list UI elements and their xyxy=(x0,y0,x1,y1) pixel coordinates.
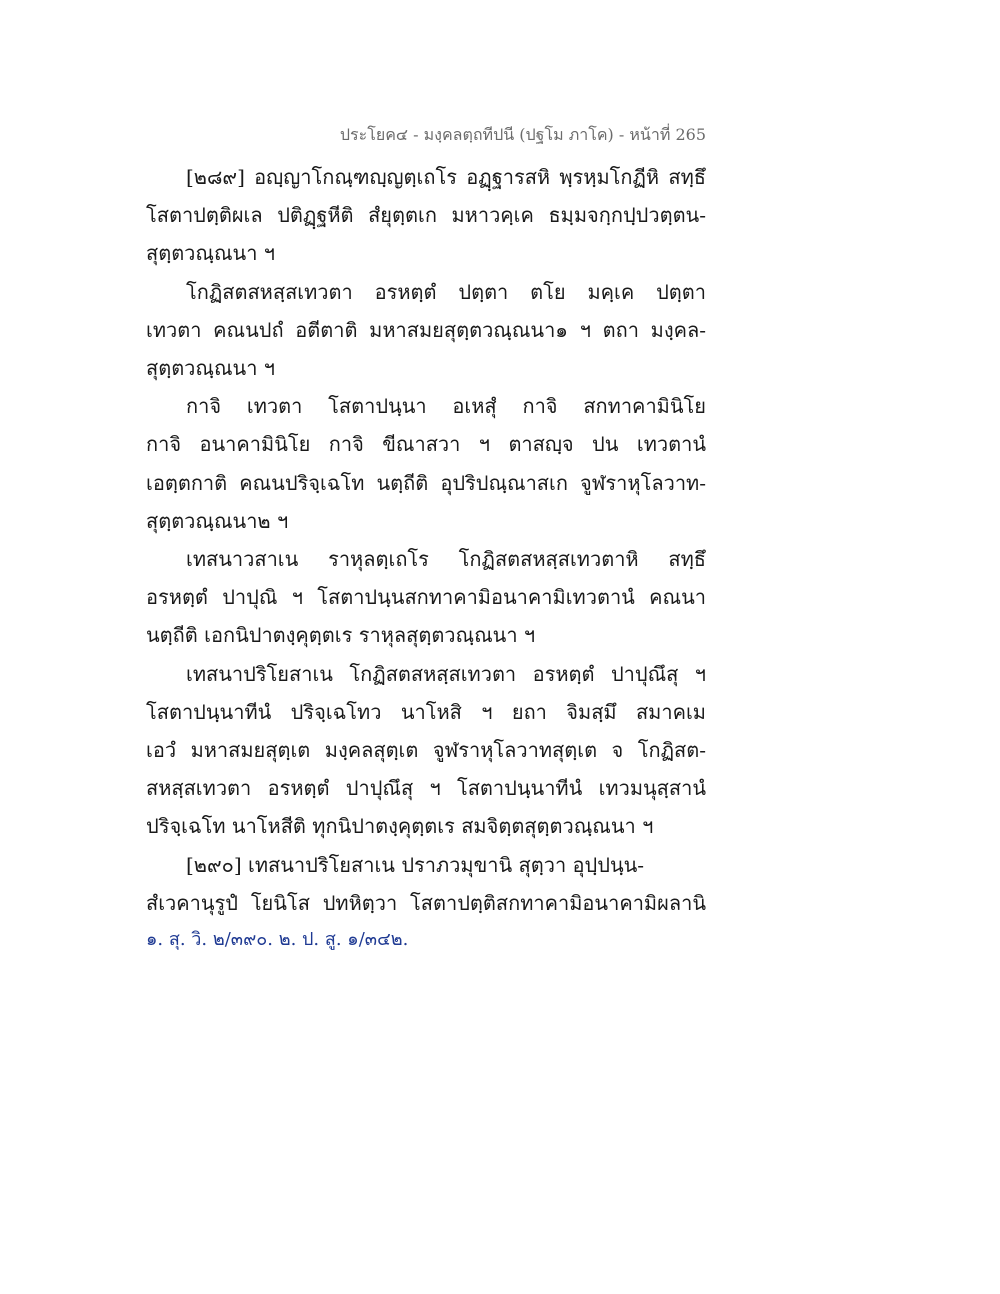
paragraph xyxy=(146,158,706,273)
paragraph-line: โสตาปนฺนาทีนํ ปริจฺเฉโทว นาโหสิ ฯ ยถา จิมสฺมึ สมาคเม xyxy=(146,699,706,724)
document-page xyxy=(146,120,706,958)
paragraph-line: สํเวคานุรูปํ โยนิโส ปทหิตฺวา โสตาปตฺติสกทาคามิอนาคามิผลานิ xyxy=(146,890,706,915)
footnote: ๑. สุ. วิ. ๒/๓๙๐. ๒. ป. สู. ๑/๓๔๒. xyxy=(146,929,409,951)
paragraph-line: นตฺถีติ เอกนิปาตงฺคุตฺตเร ราหุลสุตฺตวณฺณนา ฯ xyxy=(146,623,536,648)
paragraph xyxy=(146,273,706,388)
paragraph-line: เทวตา คณนปถํ อตีตาติ มหาสมยสุตฺตวณฺณนา๑ ฯ ตถา มงฺคล- xyxy=(146,317,706,342)
paragraph xyxy=(146,540,706,655)
paragraph-line: อรหตฺตํ ปาปุณิ ฯ โสตาปนฺนสกทาคามิอนาคามิเทวตานํ คณนา xyxy=(146,585,706,610)
paragraph xyxy=(146,655,706,846)
paragraph-line: [๒๘๙] อญฺญาโกณฺฑญฺญตฺเถโร อฏฺฐารสหิ พฺรหฺมโกฏีหิ สทฺธึ xyxy=(186,165,706,189)
paragraph-line: เทสนาปริโยสาเน โกฏิสตสหสฺสเทวตา อรหตฺตํ ปาปุณึสุ ฯ xyxy=(186,661,706,686)
paragraph-line: เอวํ มหาสมยสุตฺเต มงฺคลสุตฺเต จูฬราหุโลวาทสุตฺเต จ โกฏิสต- xyxy=(146,738,706,763)
paragraph-line: โสตาปตฺติผเล ปติฏฺฐหีติ สํยุตฺตเก มหาวคฺเค ธมฺมจกฺกปฺปวตฺตน- xyxy=(146,203,706,228)
paragraph-line: เทสนาวสาเน ราหุลตฺเถโร โกฏิสตสหสฺสเทวตาหิ สทฺธึ xyxy=(186,547,706,572)
paragraph-line: สหสฺสเทวตา อรหตฺตํ ปาปุณึสุ ฯ โสตาปนฺนาทีนํ เทวมนุสฺสานํ xyxy=(146,776,706,801)
paragraph-line: โกฏิสตสหสฺสเทวตา อรหตฺตํ ปตฺตา ตโย มคฺเค ปตฺตา xyxy=(186,279,706,304)
paragraph xyxy=(146,387,706,540)
paragraph-line: [๒๙๐] เทสนาปริโยสาเน ปราภวมุขานิ สุตฺวา อุปฺปนฺน- xyxy=(186,852,645,877)
paragraph-line: เอตฺตกาติ คณนปริจฺเฉโท นตฺถีติ อุปริปณฺณาสเก จูฬราหุโลวาท- xyxy=(146,470,706,495)
paragraph-line: ปริจฺเฉโท นาโหสีติ ทุกนิปาตงฺคุตฺตเร สมจิตฺตสุตฺตวณฺณนา ฯ xyxy=(146,814,654,839)
paragraph xyxy=(146,846,706,922)
paragraph-line: กาจิ อนาคามินิโย กาจิ ขีณาสวา ฯ ตาสญฺจ ปน เทวตานํ xyxy=(146,432,706,457)
body-text xyxy=(146,158,706,922)
paragraph-line: สุตฺตวณฺณนา ฯ xyxy=(146,356,276,381)
paragraph-line: สุตฺตวณฺณนา ฯ xyxy=(146,241,276,266)
page-header: ประโยค๔ - มงฺคลตฺถทีปนี (ปฐโม ภาโค) - หน้าที่ 265 xyxy=(339,125,706,144)
paragraph-line: กาจิ เทวตา โสตาปนฺนา อเหสุํ กาจิ สกทาคามินิโย xyxy=(186,394,706,419)
paragraph-line: สุตฺตวณฺณนา๒ ฯ xyxy=(146,508,289,533)
